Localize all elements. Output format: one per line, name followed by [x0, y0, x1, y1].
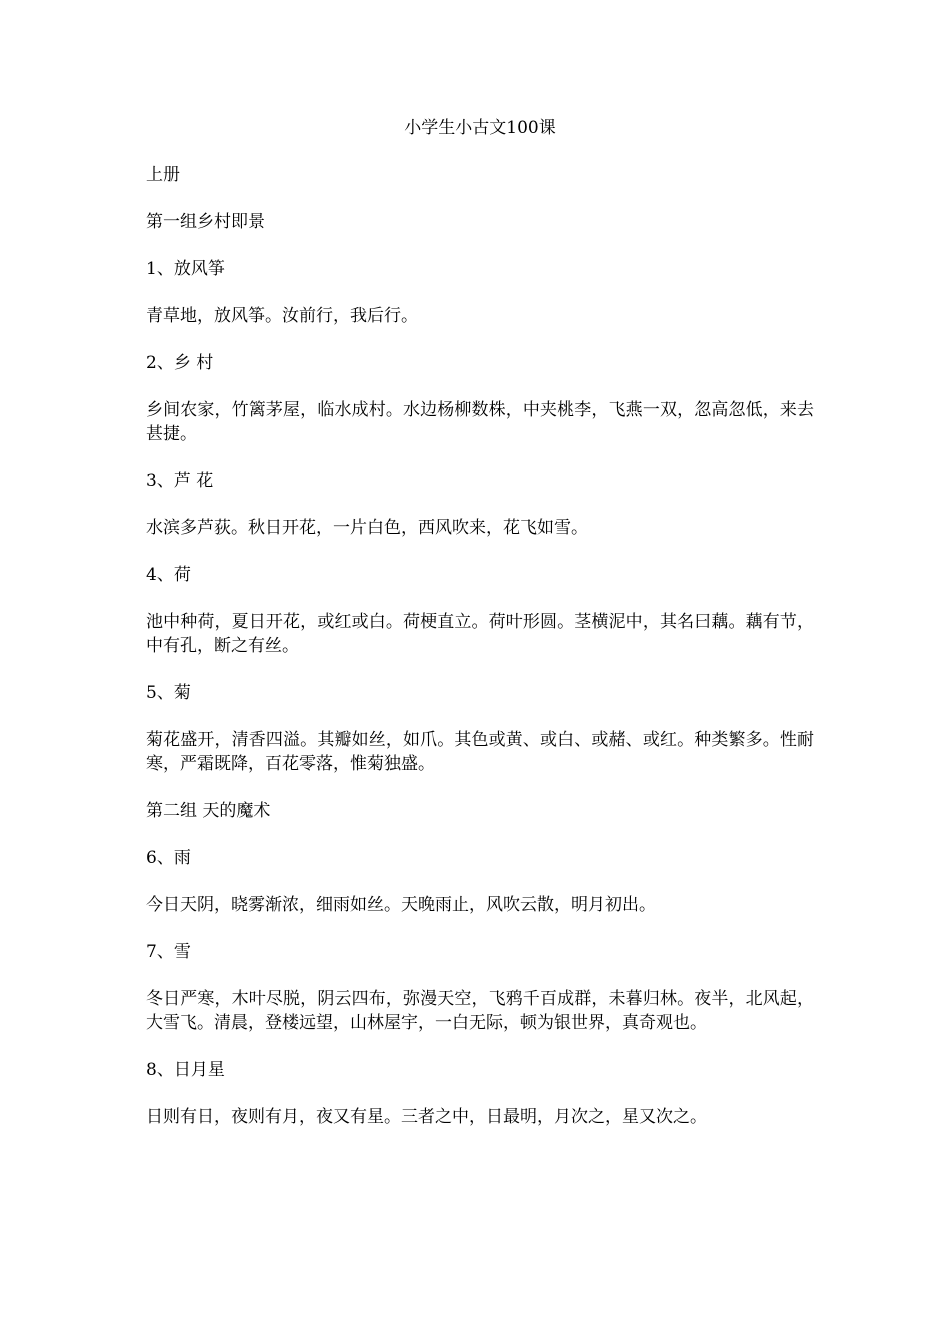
lesson-text: 乡间农家，竹篱茅屋，临水成村。水边杨柳数株，中夹桃李，飞燕一双，忽高忽低，来去甚捷。: [146, 400, 814, 444]
document-title: 小学生小古文100课: [404, 118, 556, 138]
document-body: [146, 116, 814, 1152]
lesson-heading: 1、放风筝: [146, 259, 225, 279]
lesson-text: 今日天阴，晓雾渐浓，细雨如丝。天晚雨止，风吹云散，明月初出。: [146, 895, 656, 915]
group-heading-2: 第二组 天的魔术: [146, 801, 271, 821]
lesson-text: 池中种荷，夏日开花，或红或白。荷梗直立。荷叶形圆。茎横泥中，其名曰藕。藕有节，中有孔，断之有丝。: [146, 612, 814, 656]
group-heading-1: 第一组乡村即景: [146, 212, 265, 232]
lesson-text: 青草地，放风筝。汝前行，我后行。: [146, 306, 418, 326]
lesson-text: 菊花盛开，清香四溢。其瓣如丝，如爪。其色或黄、或白、或赭、或红。种类繁多。性耐寒，严霜既降，百花零落，惟菊独盛。: [146, 730, 814, 774]
lesson-heading: 5、菊: [146, 683, 191, 703]
lesson-heading: 4、荷: [146, 565, 191, 585]
lesson-heading: 3、芦 花: [146, 471, 214, 491]
lesson-text: 日则有日，夜则有月，夜又有星。三者之中，日最明，月次之，星又次之。: [146, 1107, 707, 1127]
volume-label: 上册: [146, 165, 180, 185]
lesson-heading: 2、乡 村: [146, 353, 214, 373]
lesson-heading: 7、雪: [146, 942, 191, 962]
lesson-heading: 6、雨: [146, 848, 191, 868]
lesson-text: 水滨多芦荻。秋日开花，一片白色，西风吹来，花飞如雪。: [146, 518, 588, 538]
lesson-heading: 8、日月星: [146, 1060, 225, 1080]
lesson-text: 冬日严寒，木叶尽脱，阴云四布，弥漫天空，飞鸦千百成群，未暮归林。夜半，北风起，大雪飞。清晨，登楼远望，山林屋宇，一白无际，顿为银世界，真奇观也。: [146, 989, 814, 1033]
